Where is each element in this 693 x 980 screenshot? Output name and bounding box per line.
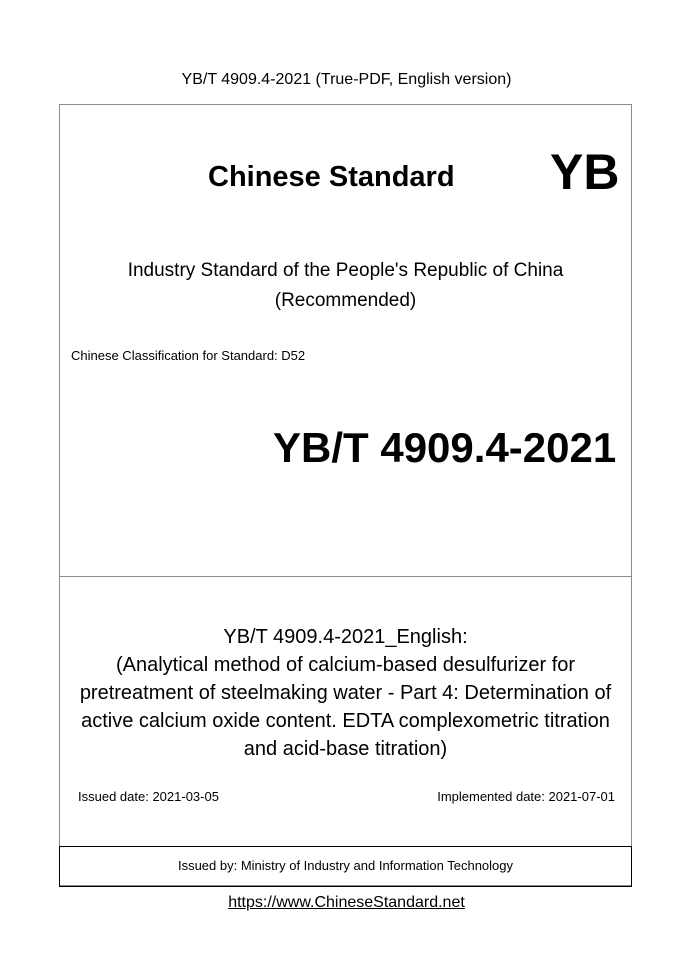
implemented-date: Implemented date: 2021-07-01 <box>437 789 615 804</box>
classification-text: Chinese Classification for Standard: D52 <box>71 348 306 363</box>
issued-date: Issued date: 2021-03-05 <box>78 789 219 804</box>
cover-top-section <box>60 105 631 577</box>
cover-frame <box>59 104 632 886</box>
description-section <box>60 577 631 846</box>
standard-description <box>60 623 631 763</box>
footer <box>0 893 693 913</box>
issuer-text: Issued by: Ministry of Industry and Information Technology <box>177 858 514 873</box>
description-line: active calcium oxide content. EDTA complexometric titration <box>81 710 610 732</box>
description-line: pretreatment of steelmaking water - Part 4: Determination of <box>79 682 612 704</box>
standard-heading: Chinese Standard <box>208 161 455 193</box>
standard-code-mark: YB <box>550 144 620 200</box>
document-header: YB/T 4909.4-2021 (True-PDF, English version) <box>181 71 512 88</box>
recommended-label: (Recommended) <box>274 290 417 311</box>
issuer-box <box>59 846 632 887</box>
description-line: (Analytical method of calcium-based desulfurizer for <box>115 654 576 676</box>
description-line: YB/T 4909.4-2021_English: <box>223 626 468 648</box>
standard-number: YB/T 4909.4-2021 <box>273 424 617 471</box>
industry-standard-line: Industry Standard of the People's Republic of China <box>127 260 564 281</box>
website-link[interactable]: https://www.ChineseStandard.net <box>228 894 465 911</box>
description-line: and acid-base titration) <box>243 738 448 760</box>
